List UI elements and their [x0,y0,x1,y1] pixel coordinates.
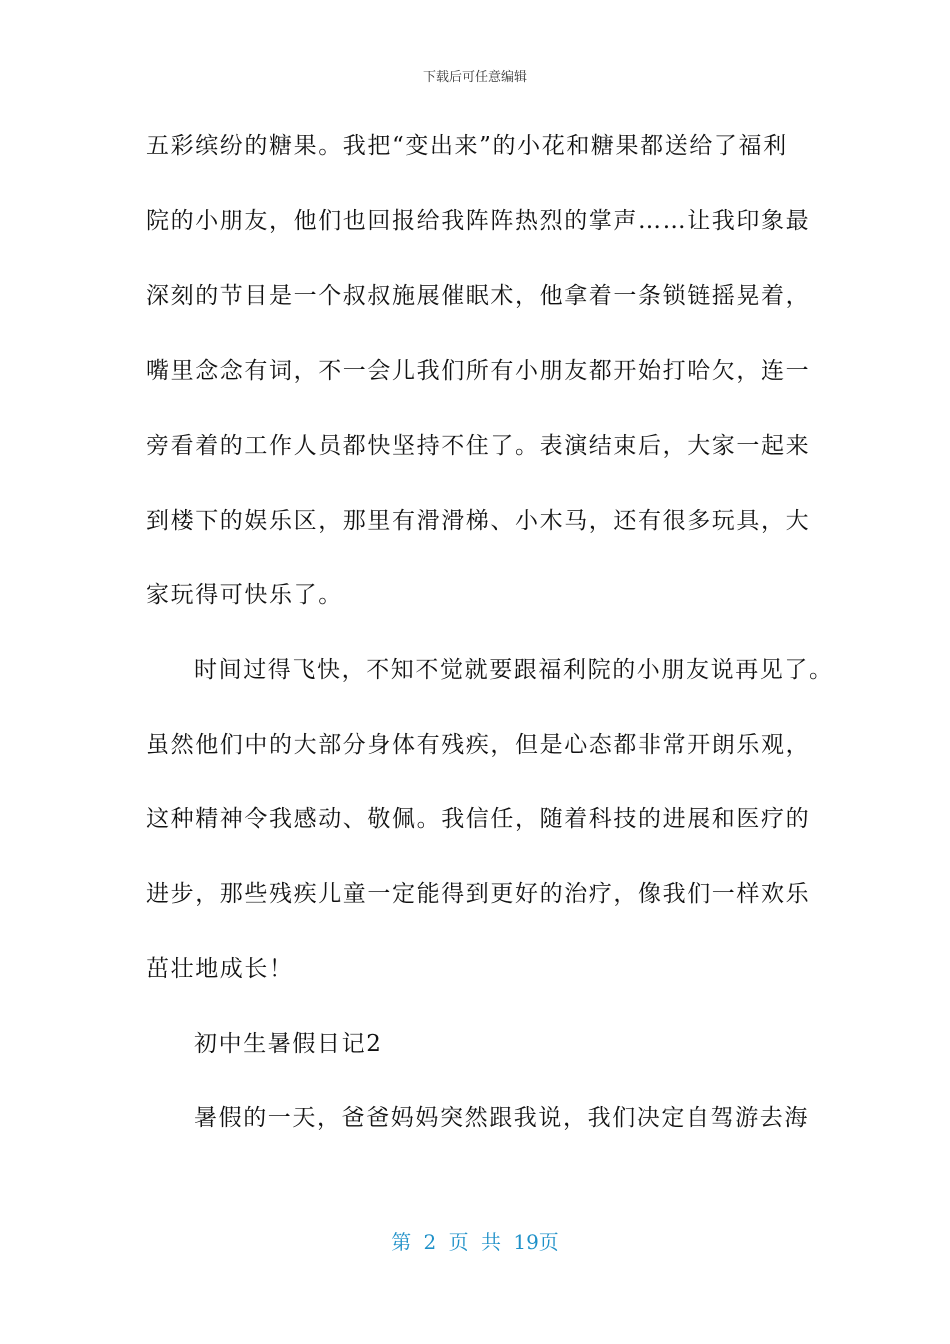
text-line: 进步，那些残疾儿童一定能得到更好的治疗，像我们一样欢乐 [146,881,811,907]
paragraph-first-line: 暑假的一天，爸爸妈妈突然跟我说，我们决定自驾游去海 [194,1105,809,1131]
text-line: 虽然他们中的大部分身体有残疾，但是心态都非常开朗乐观， [146,732,811,758]
text-line: 这种精神令我感动、敬佩。我信任，随着科技的进展和医疗的 [146,806,811,832]
text-line: 到楼下的娱乐区，那里有滑滑梯、小木马，还有很多玩具，大 [146,508,811,534]
text-line: 家玩得可快乐了。 [146,582,343,608]
text-line: 茁壮地成长！ [146,956,294,982]
text-line: 院的小朋友，他们也回报给我阵阵热烈的掌声……让我印象最 [146,208,811,234]
text-line: 旁看着的工作人员都快坚持不住了。表演结束后，大家一起来 [146,433,811,459]
text-line: 五彩缤纷的糖果。我把“变出来”的小花和糖果都送给了福利 [146,133,788,159]
text-line: 深刻的节目是一个叔叔施展催眠术，他拿着一条锁链摇晃着， [146,283,811,309]
section-title: 初中生暑假日记2 [194,1031,383,1057]
page-header: 下载后可任意编辑 [422,70,527,85]
page-number: 第 2 页 共 19页 [391,1230,559,1254]
text-line: 嘴里念念有词，不一会儿我们所有小朋友都开始打哈欠，连一 [146,358,811,384]
paragraph-first-line: 时间过得飞快，不知不觉就要跟福利院的小朋友说再见了。 [194,657,834,683]
